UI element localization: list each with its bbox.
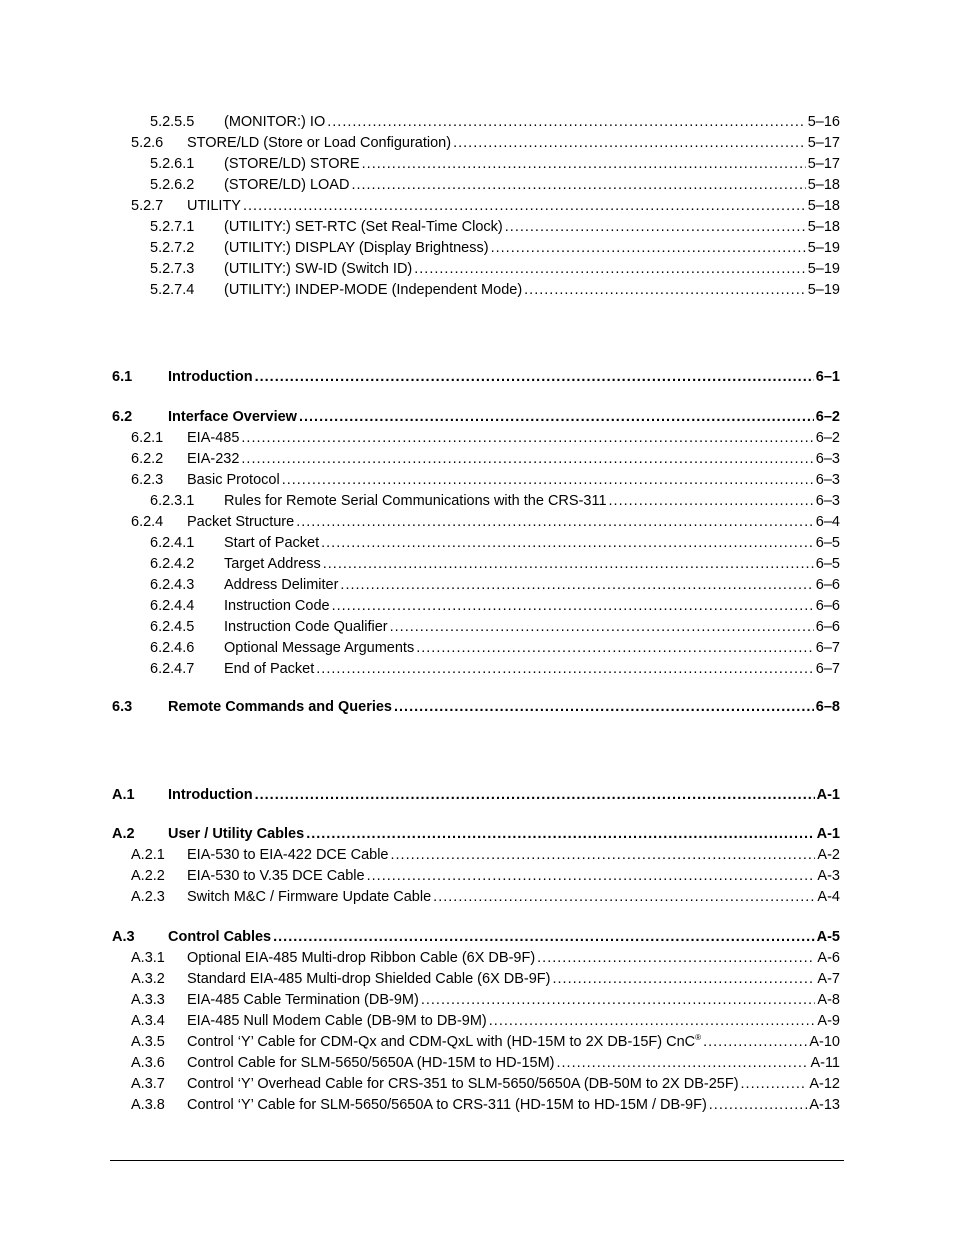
dot-leader — [741, 1074, 808, 1095]
dot-leader — [273, 927, 815, 948]
toc-entry[interactable] — [0, 154, 954, 175]
toc-entry-title-text: (STORE/LD) LOAD — [224, 177, 350, 193]
dot-leader — [703, 1032, 807, 1053]
footer-rule — [110, 1160, 844, 1161]
toc-entry-title-text: EIA-485 — [187, 430, 240, 446]
toc-entry-page: 6–4 — [814, 512, 840, 533]
toc-entry-title — [168, 927, 273, 948]
toc-entry-line — [187, 1032, 840, 1053]
toc-entry[interactable] — [0, 617, 954, 638]
toc-entry-title-text: EIA-485 Null Modem Cable (DB-9M to DB-9M) — [187, 1013, 487, 1029]
toc-entry-page: A-13 — [807, 1095, 840, 1116]
toc-entry-title-text: EIA-530 to V.35 DCE Cable — [187, 868, 365, 884]
toc-entry-title — [224, 617, 390, 638]
toc-entry-line — [187, 196, 840, 217]
toc-entry-title — [224, 259, 414, 280]
toc-entry-page: A-10 — [807, 1032, 840, 1053]
toc-entry-number: A.3.2 — [131, 971, 165, 987]
toc-entry[interactable] — [0, 217, 954, 238]
dot-leader — [255, 367, 814, 388]
toc-entry-page: 6–5 — [814, 554, 840, 575]
toc-entry-number: 5.2.6.2 — [150, 177, 195, 193]
toc-entry-title-text: (MONITOR:) IO — [224, 114, 326, 130]
toc-entry-title-text: Target Address — [224, 556, 321, 572]
dot-leader — [306, 824, 814, 845]
toc-entry-page: 5–18 — [806, 196, 840, 217]
toc-entry-title — [187, 990, 421, 1011]
toc-entry-page: 6–2 — [814, 428, 840, 449]
dot-leader — [390, 617, 814, 638]
toc-entry-number: A.3.3 — [131, 992, 165, 1008]
toc-entry-number: 5.2.7.3 — [150, 261, 195, 277]
toc-entry-title-text: User / Utility Cables — [168, 826, 305, 842]
toc-entry-line — [187, 948, 840, 969]
toc-entry-title-text: Address Delimiter — [224, 577, 339, 593]
toc-entry-line — [187, 470, 840, 491]
toc-entry-page: 6–3 — [814, 470, 840, 491]
toc-entry-line — [224, 280, 840, 301]
toc-entry-number: 6.2.4.6 — [150, 640, 195, 656]
toc-entry-title-text: End of Packet — [224, 661, 315, 677]
toc-entry-number: 6.2.4.5 — [150, 619, 195, 635]
toc-entry-page: A-11 — [808, 1053, 840, 1074]
toc-entry-number: 6.2.1 — [131, 430, 164, 446]
toc-entry-number: A.3.7 — [131, 1076, 165, 1092]
toc-entry-number: A.2.3 — [131, 889, 165, 905]
toc-entry-title-text: (UTILITY:) SW-ID (Switch ID) — [224, 261, 413, 277]
toc-entry-number: A.1 — [112, 787, 135, 803]
toc-entry-title-text: Control Cables — [168, 929, 272, 945]
toc-entry-title-text: Control ‘Y’ Cable for CDM-Qx and CDM-QxL with (HD-15M to 2X DB-15F) CnC — [187, 1034, 696, 1050]
toc-entry-page: A-12 — [807, 1074, 840, 1095]
toc-entry-title — [187, 1053, 556, 1074]
toc-entry-title-text: Interface Overview — [168, 409, 297, 425]
toc-entry-title-text: UTILITY — [187, 198, 241, 214]
dot-leader — [323, 554, 814, 575]
dot-leader — [709, 1095, 808, 1116]
toc-entry-number: 6.2.4 — [131, 514, 164, 530]
toc-entry-title-text: Packet Structure — [187, 514, 295, 530]
toc-entry-title — [168, 697, 394, 718]
toc-entry-page: A-1 — [815, 824, 840, 845]
toc-entry-number: 6.2.4.3 — [150, 577, 195, 593]
toc-entry-page: 6–7 — [814, 659, 840, 680]
toc-entry-title — [224, 554, 323, 575]
toc-entry-line — [168, 697, 840, 718]
toc-entry-line — [187, 845, 840, 866]
dot-leader — [327, 112, 806, 133]
toc-entry-page: 6–2 — [814, 407, 840, 428]
toc-entry[interactable] — [0, 1011, 954, 1032]
toc-entry-title — [187, 845, 391, 866]
toc-entry-line — [224, 533, 840, 554]
toc-entry-number: 6.2.4.7 — [150, 661, 195, 677]
toc-entry-title — [224, 491, 609, 512]
toc-entry-line — [187, 1074, 840, 1095]
toc-entry-number: 6.2 — [112, 409, 133, 425]
toc-entry-title-text: EIA-232 — [187, 451, 240, 467]
toc-entry[interactable] — [0, 133, 954, 154]
toc-entry-title — [224, 112, 327, 133]
toc-entry[interactable] — [0, 1095, 954, 1116]
toc-entry-title-text: Basic Protocol — [187, 472, 280, 488]
toc-entry-title-text: Switch M&C / Firmware Update Cable — [187, 889, 432, 905]
toc-entry-title-text: Rules for Remote Serial Communications with the CRS-311 — [224, 493, 607, 509]
toc-entry-number: 5.2.6 — [131, 135, 164, 151]
toc-entry-number: 6.2.4.2 — [150, 556, 195, 572]
toc-entry[interactable] — [0, 927, 954, 948]
toc-entry[interactable] — [0, 428, 954, 449]
toc-entry[interactable] — [0, 367, 954, 388]
toc-entry-title-text: (UTILITY:) DISPLAY (Display Brightness) — [224, 240, 489, 256]
toc-entry[interactable] — [0, 596, 954, 617]
toc-entry-line — [187, 428, 840, 449]
toc-entry-title-text: Introduction — [168, 787, 253, 803]
toc-entry-title — [168, 824, 306, 845]
toc-entry[interactable] — [0, 1032, 954, 1053]
toc-entry[interactable] — [0, 824, 954, 845]
toc-entry-number: 5.2.7.4 — [150, 282, 195, 298]
toc-entry[interactable] — [0, 948, 954, 969]
toc-entry[interactable] — [0, 969, 954, 990]
toc-entry-title — [187, 1032, 703, 1053]
toc-entry-number: 6.2.3.1 — [150, 493, 195, 509]
toc-entry[interactable] — [0, 1053, 954, 1074]
toc-entry-title — [168, 367, 255, 388]
toc-entry-title-text: Introduction — [168, 369, 253, 385]
toc-entry-title — [187, 948, 537, 969]
toc-entry-number: A.3 — [112, 929, 135, 945]
dot-leader — [453, 133, 806, 154]
toc-entry-number: A.3.5 — [131, 1034, 165, 1050]
toc-entry-line — [224, 175, 840, 196]
toc-entry[interactable] — [0, 238, 954, 259]
dot-leader — [340, 575, 813, 596]
dot-leader — [243, 196, 806, 217]
toc-entry[interactable] — [0, 533, 954, 554]
toc-entry-title — [187, 866, 367, 887]
toc-entry-page: A-7 — [815, 969, 840, 990]
toc-entry[interactable] — [0, 785, 954, 806]
toc-entry-title — [187, 512, 296, 533]
toc-entry-page: 5–18 — [806, 217, 840, 238]
toc-entry-line — [224, 617, 840, 638]
toc-entry[interactable] — [0, 112, 954, 133]
toc-entry-page: A-2 — [815, 845, 840, 866]
toc-entry-page: A-6 — [815, 948, 840, 969]
toc-entry-page: 6–8 — [814, 697, 840, 718]
toc-entry[interactable] — [0, 887, 954, 908]
toc-entry-number: 6.1 — [112, 369, 133, 385]
toc-entry-line — [224, 659, 840, 680]
toc-entry-line — [187, 990, 840, 1011]
registered-mark: ® — [695, 1033, 702, 1043]
dot-leader — [391, 845, 816, 866]
toc-entry-page: A-1 — [815, 785, 840, 806]
dot-leader — [255, 785, 815, 806]
toc-entry[interactable] — [0, 196, 954, 217]
toc-entry-title-text: STORE/LD (Store or Load Configuration) — [187, 135, 452, 151]
dot-leader — [296, 512, 814, 533]
toc-entry-title — [187, 449, 241, 470]
dot-leader — [491, 238, 806, 259]
toc-entry-page: 6–6 — [814, 617, 840, 638]
toc-entry[interactable] — [0, 491, 954, 512]
toc-entry-line — [224, 596, 840, 617]
toc-entry-line — [168, 407, 840, 428]
toc-entry-title-text: EIA-530 to EIA-422 DCE Cable — [187, 847, 389, 863]
toc-entry-page: 5–19 — [806, 238, 840, 259]
toc-entry-line — [187, 969, 840, 990]
toc-entry-line — [187, 133, 840, 154]
toc-entry[interactable] — [0, 697, 954, 718]
toc-entry-line — [224, 217, 840, 238]
dot-leader — [489, 1011, 816, 1032]
toc-entry[interactable] — [0, 990, 954, 1011]
toc-entry-title — [224, 217, 505, 238]
toc-entry-page: 5–18 — [806, 175, 840, 196]
toc-entry-line — [224, 259, 840, 280]
dot-leader — [421, 990, 816, 1011]
dot-leader — [282, 470, 814, 491]
toc-entry[interactable] — [0, 866, 954, 887]
toc-entry-page: A-3 — [815, 866, 840, 887]
toc-entry-title — [224, 154, 362, 175]
toc-entry-number: 5.2.6.1 — [150, 156, 195, 172]
toc-entry-page: 6–3 — [814, 449, 840, 470]
toc-entry[interactable] — [0, 659, 954, 680]
toc-entry-title-text: Instruction Code Qualifier — [224, 619, 388, 635]
toc-entry-title — [187, 196, 243, 217]
toc-entry-title — [187, 470, 282, 491]
toc-entry-page: 5–19 — [806, 259, 840, 280]
toc-entry-title-text: Control Cable for SLM-5650/5650A (HD-15M to HD-15M) — [187, 1055, 555, 1071]
dot-leader — [524, 280, 806, 301]
toc-entry-title-text: Control ‘Y’ Overhead Cable for CRS-351 to SLM-5650/5650A (DB-50M to 2X DB-25F) — [187, 1076, 739, 1092]
toc-entry-line — [224, 154, 840, 175]
toc-entry-title — [187, 887, 433, 908]
toc-entry-line — [224, 491, 840, 512]
dot-leader — [537, 948, 815, 969]
toc-entry-title-text: Optional EIA-485 Multi-drop Ribbon Cable (6X DB-9F) — [187, 950, 536, 966]
toc-entry-title — [168, 407, 299, 428]
toc-entry-page: 6–6 — [814, 575, 840, 596]
toc-entry-number: A.2.2 — [131, 868, 165, 884]
toc-entry[interactable] — [0, 575, 954, 596]
dot-leader — [609, 491, 814, 512]
toc-entry-title-text: Optional Message Arguments — [224, 640, 415, 656]
dot-leader — [556, 1053, 808, 1074]
dot-leader — [332, 596, 814, 617]
toc-entry-title — [187, 1074, 741, 1095]
toc-entry-page: 6–3 — [814, 491, 840, 512]
dot-leader — [241, 428, 813, 449]
toc-entry-line — [187, 1095, 840, 1116]
toc-entry-line — [224, 638, 840, 659]
toc-entry-page: A-9 — [815, 1011, 840, 1032]
toc-entry-page: A-5 — [815, 927, 840, 948]
toc-entry-title — [187, 969, 552, 990]
dot-leader — [316, 659, 814, 680]
toc-entry-title — [187, 428, 241, 449]
dot-leader — [367, 866, 816, 887]
toc-entry-title — [224, 659, 316, 680]
dot-leader — [394, 697, 814, 718]
toc-entry[interactable] — [0, 175, 954, 196]
toc-entry-number: 6.2.4.1 — [150, 535, 195, 551]
toc-entry-page: 6–5 — [814, 533, 840, 554]
toc-entry-number: 6.2.4.4 — [150, 598, 195, 614]
toc-entry-line — [187, 449, 840, 470]
toc-entry-number: 5.2.7.1 — [150, 219, 195, 235]
toc-entry-line — [224, 554, 840, 575]
toc-entry-page: 6–1 — [814, 367, 840, 388]
toc-entry-title — [187, 1011, 489, 1032]
toc-entry[interactable] — [0, 259, 954, 280]
toc-entry[interactable] — [0, 845, 954, 866]
toc-entry-line — [187, 512, 840, 533]
toc-entry-title — [224, 238, 491, 259]
toc-entry-title — [187, 133, 453, 154]
toc-entry[interactable] — [0, 512, 954, 533]
toc-entry-number: 5.2.5.5 — [150, 114, 195, 130]
dot-leader — [414, 259, 805, 280]
toc-entry[interactable] — [0, 407, 954, 428]
toc-entry-title — [224, 596, 332, 617]
toc-entry-title-text: (UTILITY:) SET-RTC (Set Real-Time Clock) — [224, 219, 503, 235]
toc-entry-line — [168, 367, 840, 388]
toc-entry-page: 6–7 — [814, 638, 840, 659]
toc-entry-page: A-8 — [815, 990, 840, 1011]
toc-entry-title-text: Instruction Code — [224, 598, 330, 614]
toc-entry[interactable] — [0, 470, 954, 491]
toc-entry-line — [224, 112, 840, 133]
dot-leader — [362, 154, 806, 175]
toc-entry-title — [224, 575, 340, 596]
toc-entry-number: A.3.6 — [131, 1055, 165, 1071]
toc-entry-line — [224, 238, 840, 259]
toc-entry-page: 5–17 — [806, 133, 840, 154]
toc-entry-title — [187, 1095, 709, 1116]
toc-entry-title — [168, 785, 255, 806]
toc-entry[interactable] — [0, 1074, 954, 1095]
toc-entry[interactable] — [0, 554, 954, 575]
toc-entry-number: 5.2.7 — [131, 198, 164, 214]
dot-leader — [416, 638, 814, 659]
toc-entry-page: 6–6 — [814, 596, 840, 617]
toc-entry-line — [187, 887, 840, 908]
toc-entry-title-text: Start of Packet — [224, 535, 320, 551]
toc-entry-number: A.2.1 — [131, 847, 165, 863]
toc-entry-title-text: EIA-485 Cable Termination (DB-9M) — [187, 992, 419, 1008]
toc-entry-title — [224, 280, 524, 301]
dot-leader — [505, 217, 806, 238]
toc-entry-line — [168, 927, 840, 948]
toc-entry-page: 5–19 — [806, 280, 840, 301]
toc-entry-number: 5.2.7.2 — [150, 240, 195, 256]
dot-leader — [433, 887, 815, 908]
toc-entry-number: 6.2.2 — [131, 451, 164, 467]
toc-entry-line — [187, 1053, 840, 1074]
dot-leader — [351, 175, 805, 196]
toc-entry-title — [224, 533, 321, 554]
dot-leader — [321, 533, 814, 554]
toc-entry-title-text: (STORE/LD) STORE — [224, 156, 360, 172]
toc-entry-number: A.3.1 — [131, 950, 165, 966]
toc-entry-line — [224, 575, 840, 596]
toc-entry-title-text: (UTILITY:) INDEP-MODE (Independent Mode) — [224, 282, 523, 298]
toc-entry-line — [187, 1011, 840, 1032]
toc-entry-page: 5–16 — [806, 112, 840, 133]
toc-entry-line — [187, 866, 840, 887]
toc-entry-page: 5–17 — [806, 154, 840, 175]
toc-entry[interactable] — [0, 449, 954, 470]
toc-entry-number: 6.2.3 — [131, 472, 164, 488]
toc-entry-title — [224, 638, 416, 659]
toc-entry-title — [224, 175, 351, 196]
toc-entry-number: A.3.8 — [131, 1097, 165, 1113]
dot-leader — [552, 969, 815, 990]
toc-entry-page: A-4 — [815, 887, 840, 908]
toc-entry-title-text: Remote Commands and Queries — [168, 699, 392, 715]
toc-entry-line — [168, 785, 840, 806]
toc-entry-title-text: Standard EIA-485 Multi-drop Shielded Cable (6X DB-9F) — [187, 971, 551, 987]
toc-entry-number: A.2 — [112, 826, 135, 842]
toc-entry-number: A.3.4 — [131, 1013, 165, 1029]
dot-leader — [241, 449, 813, 470]
toc-entry-line — [168, 824, 840, 845]
toc-entry-number: 6.3 — [112, 699, 133, 715]
dot-leader — [299, 407, 814, 428]
toc-entry-title-text: Control ‘Y’ Cable for SLM-5650/5650A to CRS-311 (HD-15M to HD-15M / DB-9F) — [187, 1097, 707, 1113]
toc-entry[interactable] — [0, 280, 954, 301]
toc-entry[interactable] — [0, 638, 954, 659]
